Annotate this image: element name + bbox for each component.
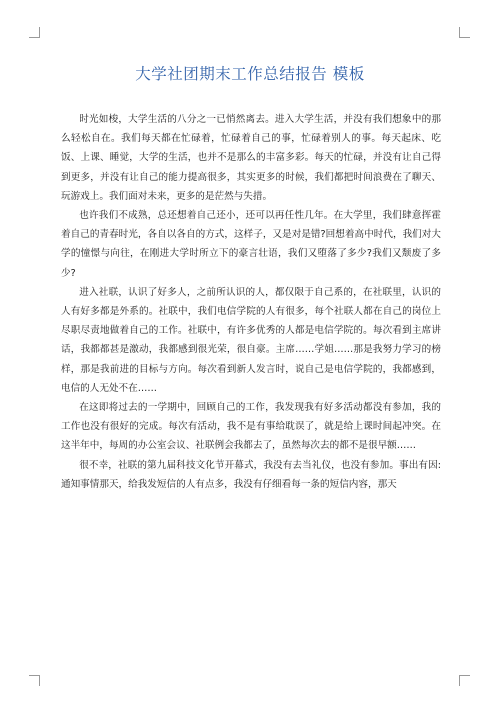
paragraph-4: 在这即将过去的一学期中，回顾自己的工作，我发现我有好多活动都没有参加，我的工作也没有很好的完成。每次有活动，我不是有事给耽误了，就是给上课时间起冲突。在这半年中，每周的办公室会议、社联例会我都去了，虽然每次去的都不是很早额……	[61, 402, 441, 452]
page-corner-mark-bottom-left	[29, 675, 40, 686]
paragraph-2: 也许我们不成熟，总还想着自己还小，还可以再任性几年。在大学里，我们肆意挥霍着自己的青春时光，各自以各自的方式，这样子，又是对是错?回想着高中时代，我们对大学的憧憬与向往，在刚进大学时所立下的豪言壮语，我们又堕落了多少?我们又颓废了多少?	[61, 210, 441, 279]
page-corner-mark-top-right	[459, 27, 470, 38]
page-corner-mark-bottom-right	[459, 675, 470, 686]
document-title: 大学社团期末工作总结报告 模板	[135, 65, 365, 83]
paragraph-5: 很不幸，社联的第九届科技文化节开幕式，我没有去当礼仪，也没有参加。事出有因:通知事情那天，给我发短信的人有点多，我没有仔细看每一条的短信内容，那天	[61, 459, 441, 490]
paragraph-3: 进入社联，认识了好多人，之前所认识的人，都仅限于自己系的，在社联里，认识的人有好多都是外系的。社联中，我们电信学院的人有很多，每个社联人都在自己的岗位上尽职尽责地做着自己的工作。社联中，有许多优秀的人都是电信学院的。每次看到主席讲话，我都都甚是激动，我都感到很光荣，很自豪。主席……学姐……那是我努力学习的榜样，那是我前进的目标与方向。每次看到新人发言时，说自己是电信学院的，我都感到，电信的人无处不在……	[61, 286, 441, 394]
paragraph-1: 时光如梭，大学生活的八分之一已悄然离去。进入大学生活，并没有我们想象中的那么轻松自在。我们每天都在忙碌着，忙碌着自己的事，忙碌着别人的事。每天起床、吃饭、上课、睡觉，大学的生活，也并不是那么的丰富多彩。每天的忙碌，并没有让自己得到更多，并没有让自己的能力提高很多，其实更多的时候，我们都把时间浪费在了聊天、玩游戏上。我们面对未来，更多的是茫然与失措。	[61, 114, 441, 202]
page-corner-mark-top-left	[29, 27, 40, 38]
document-body	[61, 110, 441, 494]
